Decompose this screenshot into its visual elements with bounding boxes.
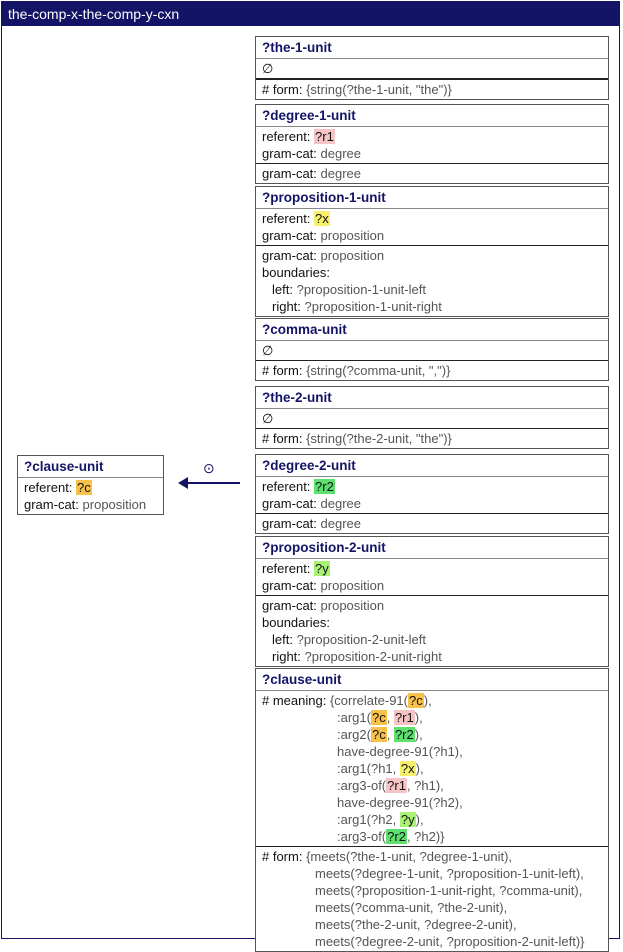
- meaning-text: ),: [414, 727, 423, 742]
- feature-value: degree: [320, 516, 362, 531]
- unit-form-section: [256, 846, 608, 951]
- form-text: meets(?the-2-unit, ?degree-2-unit),: [315, 917, 517, 932]
- feature-key: gram-cat:: [262, 248, 317, 263]
- unit-name: ?degree-1-unit: [256, 105, 608, 127]
- construction-title: the-comp-x-the-comp-y-cxn: [2, 2, 619, 26]
- unit-name: ?clause-unit: [18, 456, 163, 478]
- unit-name: ?the-2-unit: [256, 387, 608, 409]
- feature-value: proposition: [82, 497, 147, 512]
- feature-key: gram-cat:: [262, 516, 317, 531]
- unit-the-2[interactable]: [255, 386, 609, 449]
- feature-key: # form:: [262, 363, 303, 378]
- meaning-text: ,: [386, 727, 394, 742]
- unit-proposition-2[interactable]: [255, 536, 609, 667]
- feature-value: {string(?the-2-unit, "the")}: [306, 431, 452, 446]
- empty-set-icon: ∅: [262, 61, 274, 76]
- feature-value: proposition: [320, 228, 385, 243]
- connector-icon: ⊙: [203, 460, 215, 476]
- variable: ?c: [371, 710, 386, 725]
- unit-bottom-section: [256, 595, 608, 666]
- feature-value: {string(?the-1-unit, "the")}: [306, 82, 452, 97]
- unit-top-section: [256, 127, 608, 163]
- form-text: {meets(?the-1-unit, ?degree-1-unit),: [306, 849, 513, 864]
- form-text: meets(?degree-1-unit, ?proposition-1-unit-left),: [315, 866, 584, 881]
- feature-key: boundaries:: [262, 265, 330, 280]
- feature-value: degree: [320, 496, 362, 511]
- unit-clause-right[interactable]: [255, 668, 609, 952]
- referent-value: ?r1: [315, 129, 334, 144]
- feature-value: proposition: [320, 248, 385, 263]
- feature-key: left:: [272, 632, 293, 647]
- feature-key: referent:: [262, 479, 311, 494]
- form-text: meets(?degree-2-unit, ?proposition-2-unit-left)}: [315, 934, 585, 949]
- variable: ?y: [400, 812, 415, 827]
- unit-name: ?the-1-unit: [256, 37, 608, 59]
- meaning-text: :arg2(: [337, 727, 371, 742]
- referent-value: ?c: [77, 480, 91, 495]
- left-clause-unit[interactable]: [17, 455, 164, 515]
- meaning-text: , ?h2)}: [406, 829, 445, 844]
- unit-name: ?proposition-1-unit: [256, 187, 608, 209]
- unit-comma[interactable]: [255, 318, 609, 381]
- empty-set-icon: ∅: [262, 411, 274, 426]
- feature-key: left:: [272, 282, 293, 297]
- feature-value: degree: [320, 146, 362, 161]
- feature-key: gram-cat:: [262, 228, 317, 243]
- feature-key: referent:: [24, 480, 73, 495]
- unit-bottom-section: [256, 245, 608, 316]
- feature-value: proposition: [320, 598, 385, 613]
- unit-name: ?degree-2-unit: [256, 455, 608, 477]
- feature-key: # form:: [262, 849, 303, 864]
- feature-key: gram-cat:: [262, 578, 317, 593]
- unit-features: [18, 478, 163, 514]
- unit-bottom-section: [256, 513, 608, 533]
- variable: ?r1: [394, 710, 414, 725]
- unit-bottom-section: [256, 79, 608, 99]
- feature-key: gram-cat:: [262, 146, 317, 161]
- meaning-text: have-degree-91(?h1),: [337, 744, 463, 759]
- meaning-text: ),: [415, 812, 424, 827]
- feature-value: degree: [320, 166, 362, 181]
- feature-key: # form:: [262, 431, 303, 446]
- unit-bottom-section: [256, 163, 608, 183]
- feature-key: referent:: [262, 129, 311, 144]
- unit-name: ?clause-unit: [256, 669, 608, 691]
- feature-key: right:: [272, 649, 301, 664]
- unit-bottom-section: [256, 360, 608, 380]
- feature-key: referent:: [262, 211, 311, 226]
- meaning-text: :arg1(: [337, 710, 371, 725]
- unit-top-section: [256, 409, 608, 428]
- unit-top-section: [256, 559, 608, 595]
- meaning-text: :arg1(?h1,: [337, 761, 400, 776]
- arrow-head-icon: [178, 477, 188, 489]
- unit-bottom-section: [256, 428, 608, 448]
- referent-value: ?y: [315, 561, 329, 576]
- feature-key: boundaries:: [262, 615, 330, 630]
- unit-meaning-section: [256, 691, 608, 846]
- meaning-text: have-degree-91(?h2),: [337, 795, 463, 810]
- unit-name: ?proposition-2-unit: [256, 537, 608, 559]
- meaning-text: ),: [414, 710, 423, 725]
- feature-value: ?proposition-2-unit-left: [296, 632, 426, 647]
- variable: ?x: [400, 761, 415, 776]
- unit-top-section: [256, 477, 608, 513]
- feature-value: {string(?comma-unit, ",")}: [306, 363, 451, 378]
- unit-top-section: [256, 59, 608, 79]
- meaning-text: ),: [415, 761, 424, 776]
- unit-name: ?comma-unit: [256, 319, 608, 341]
- referent-value: ?r2: [315, 479, 334, 494]
- meaning-text: :arg1(?h2,: [337, 812, 400, 827]
- variable: ?r2: [387, 829, 406, 844]
- variable: ?c: [409, 693, 423, 708]
- form-text: meets(?proposition-1-unit-right, ?comma-unit),: [315, 883, 583, 898]
- meaning-text: ),: [423, 693, 432, 708]
- feature-key: gram-cat:: [262, 166, 317, 181]
- feature-key: gram-cat:: [262, 598, 317, 613]
- unit-the-1[interactable]: [255, 36, 609, 100]
- feature-value: proposition: [320, 578, 385, 593]
- unit-degree-1[interactable]: [255, 104, 609, 184]
- feature-key: # meaning:: [262, 693, 327, 708]
- variable: ?r1: [387, 778, 406, 793]
- meaning-text: , ?h1),: [406, 778, 444, 793]
- feature-value: ?proposition-1-unit-left: [296, 282, 426, 297]
- feature-key: referent:: [262, 561, 311, 576]
- feature-key: gram-cat:: [262, 496, 317, 511]
- referent-value: ?x: [315, 211, 329, 226]
- unit-proposition-1[interactable]: [255, 186, 609, 317]
- variable: ?c: [371, 727, 386, 742]
- feature-value: ?proposition-2-unit-right: [304, 649, 442, 664]
- variable: ?r2: [394, 727, 414, 742]
- feature-key: right:: [272, 299, 301, 314]
- empty-set-icon: ∅: [262, 343, 274, 358]
- feature-key: # form:: [262, 82, 303, 97]
- feature-key: gram-cat:: [24, 497, 79, 512]
- meaning-text: :arg3-of(: [337, 778, 387, 793]
- meaning-text: {correlate-91(: [329, 693, 408, 708]
- feature-value: ?proposition-1-unit-right: [304, 299, 442, 314]
- unit-top-section: [256, 209, 608, 245]
- unit-degree-2[interactable]: [255, 454, 609, 534]
- meaning-text: :arg3-of(: [337, 829, 387, 844]
- unit-top-section: [256, 341, 608, 360]
- arrow-line: [180, 482, 240, 484]
- meaning-text: ,: [386, 710, 394, 725]
- form-text: meets(?comma-unit, ?the-2-unit),: [315, 900, 508, 915]
